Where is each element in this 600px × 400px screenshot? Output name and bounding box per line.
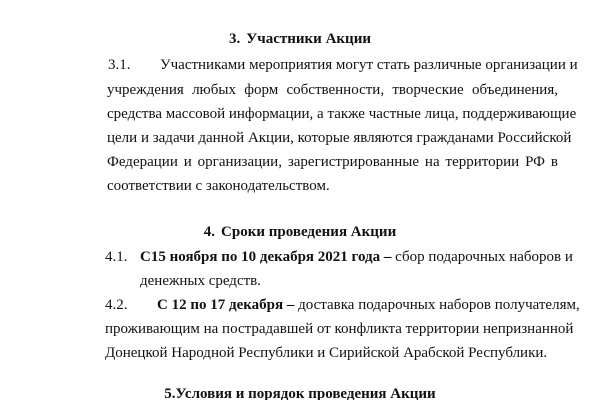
section-3-heading xyxy=(0,30,600,48)
clause-3-1-line-3: средства массовой информации, а также частные лица, поддерживающие xyxy=(107,106,577,122)
section-3-number: 3. xyxy=(229,31,241,47)
clause-4-1-text: сбор подарочных наборов и xyxy=(395,249,573,265)
clause-3-1-line-6: соответствии с законодательством. xyxy=(107,178,330,194)
clause-4-1-line-1 xyxy=(140,248,573,266)
clause-4-2-line-3: Донецкой Народной Республики и Сирийской Арабской Республики. xyxy=(105,345,548,361)
section-5-number: 5. xyxy=(164,386,176,400)
clause-3-1-line-1: Участниками мероприятия могут стать различные организации и xyxy=(160,57,578,73)
section-4-heading xyxy=(0,223,600,241)
clause-4-1-date-range: С15 ноября по 10 декабря 2021 года – xyxy=(140,249,392,265)
section-4-title: Сроки проведения Акции xyxy=(221,224,397,240)
section-3-title: Участники Акции xyxy=(246,31,371,47)
clause-4-2-line-2: проживающим на пострадавшей от конфликта территории непризнанной xyxy=(105,321,574,337)
clause-3-1-line-5: Федерации и организации, зарегистрированные на территории РФ в xyxy=(107,154,558,170)
clause-4-2-date-range: С 12 по 17 декабря – xyxy=(157,297,295,313)
clause-4-2-line-1 xyxy=(157,296,580,314)
section-4-number: 4. xyxy=(203,224,216,240)
clause-4-2-text: доставка подарочных наборов получателям, xyxy=(298,297,580,313)
clause-3-1-number: 3.1. xyxy=(108,57,131,73)
clause-3-1-line-4: цели и задачи данной Акции, которые являются гражданами Российской xyxy=(107,130,572,146)
clause-4-1-line-2: денежных средств. xyxy=(140,273,261,289)
clause-4-1-number: 4.1. xyxy=(105,249,128,265)
clause-3-1-line-2: учреждения любых форм собственности, творческие объединения, xyxy=(107,82,558,98)
clause-4-2-number: 4.2. xyxy=(105,297,128,313)
section-5-heading xyxy=(0,385,600,400)
section-5-title: Условия и порядок проведения Акции xyxy=(175,386,436,400)
